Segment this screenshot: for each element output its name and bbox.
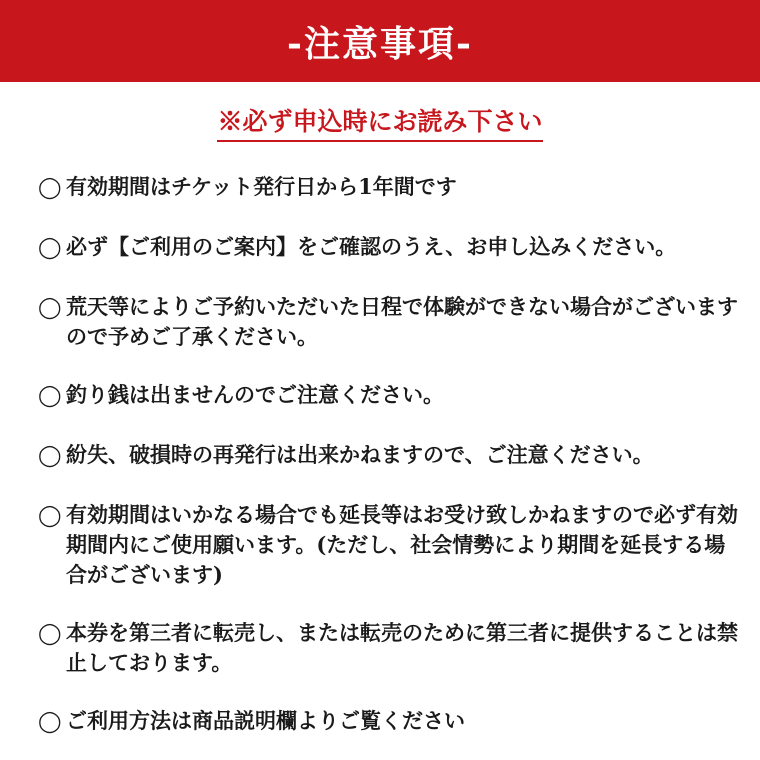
- note-item: [38, 706, 742, 736]
- circle-bullet-icon: ◯: [38, 502, 62, 527]
- circle-bullet-icon: ◯: [38, 174, 62, 199]
- note-item: [38, 292, 742, 352]
- note-text: 紛失、破損時の再発行は出来かねますので、ご注意ください。: [66, 442, 654, 467]
- circle-bullet-icon: ◯: [38, 708, 62, 733]
- note-text: 必ず【ご利用のご案内】をご確認のうえ、お申し込みください。: [66, 234, 677, 259]
- note-text: 有効期間はチケット発行日から1年間です: [66, 174, 457, 199]
- circle-bullet-icon: ◯: [38, 442, 62, 467]
- header-banner: [0, 0, 760, 82]
- notice-subtitle: ※必ず申込時にお読み下さい: [217, 102, 542, 142]
- note-item: [38, 500, 742, 590]
- note-item: [38, 618, 742, 678]
- circle-bullet-icon: ◯: [38, 234, 62, 259]
- note-text: ご利用方法は商品説明欄よりご覧ください: [66, 708, 465, 733]
- note-item: [38, 172, 742, 202]
- note-text: 釣り銭は出ませんのでご注意ください。: [66, 382, 444, 407]
- note-text: 本券を第三者に転売し、または転売のために第三者に提供することは禁止しております。: [66, 620, 738, 675]
- note-text: 荒天等によりご予約いただいた日程で体験ができない場合がございますので予めご了承ください。: [66, 294, 738, 349]
- note-item: [38, 380, 742, 410]
- note-item: [38, 232, 742, 262]
- page-title: -注意事項-: [287, 22, 473, 65]
- circle-bullet-icon: ◯: [38, 382, 62, 407]
- circle-bullet-icon: ◯: [38, 294, 62, 319]
- circle-bullet-icon: ◯: [38, 620, 62, 645]
- subtitle-container: [0, 102, 760, 142]
- note-item: [38, 440, 742, 470]
- note-text: 有効期間はいかなる場合でも延長等はお受け致しかねますので必ず有効期間内にご使用願います。(ただし、社会情勢により期間を延長する場合がございます): [66, 502, 738, 587]
